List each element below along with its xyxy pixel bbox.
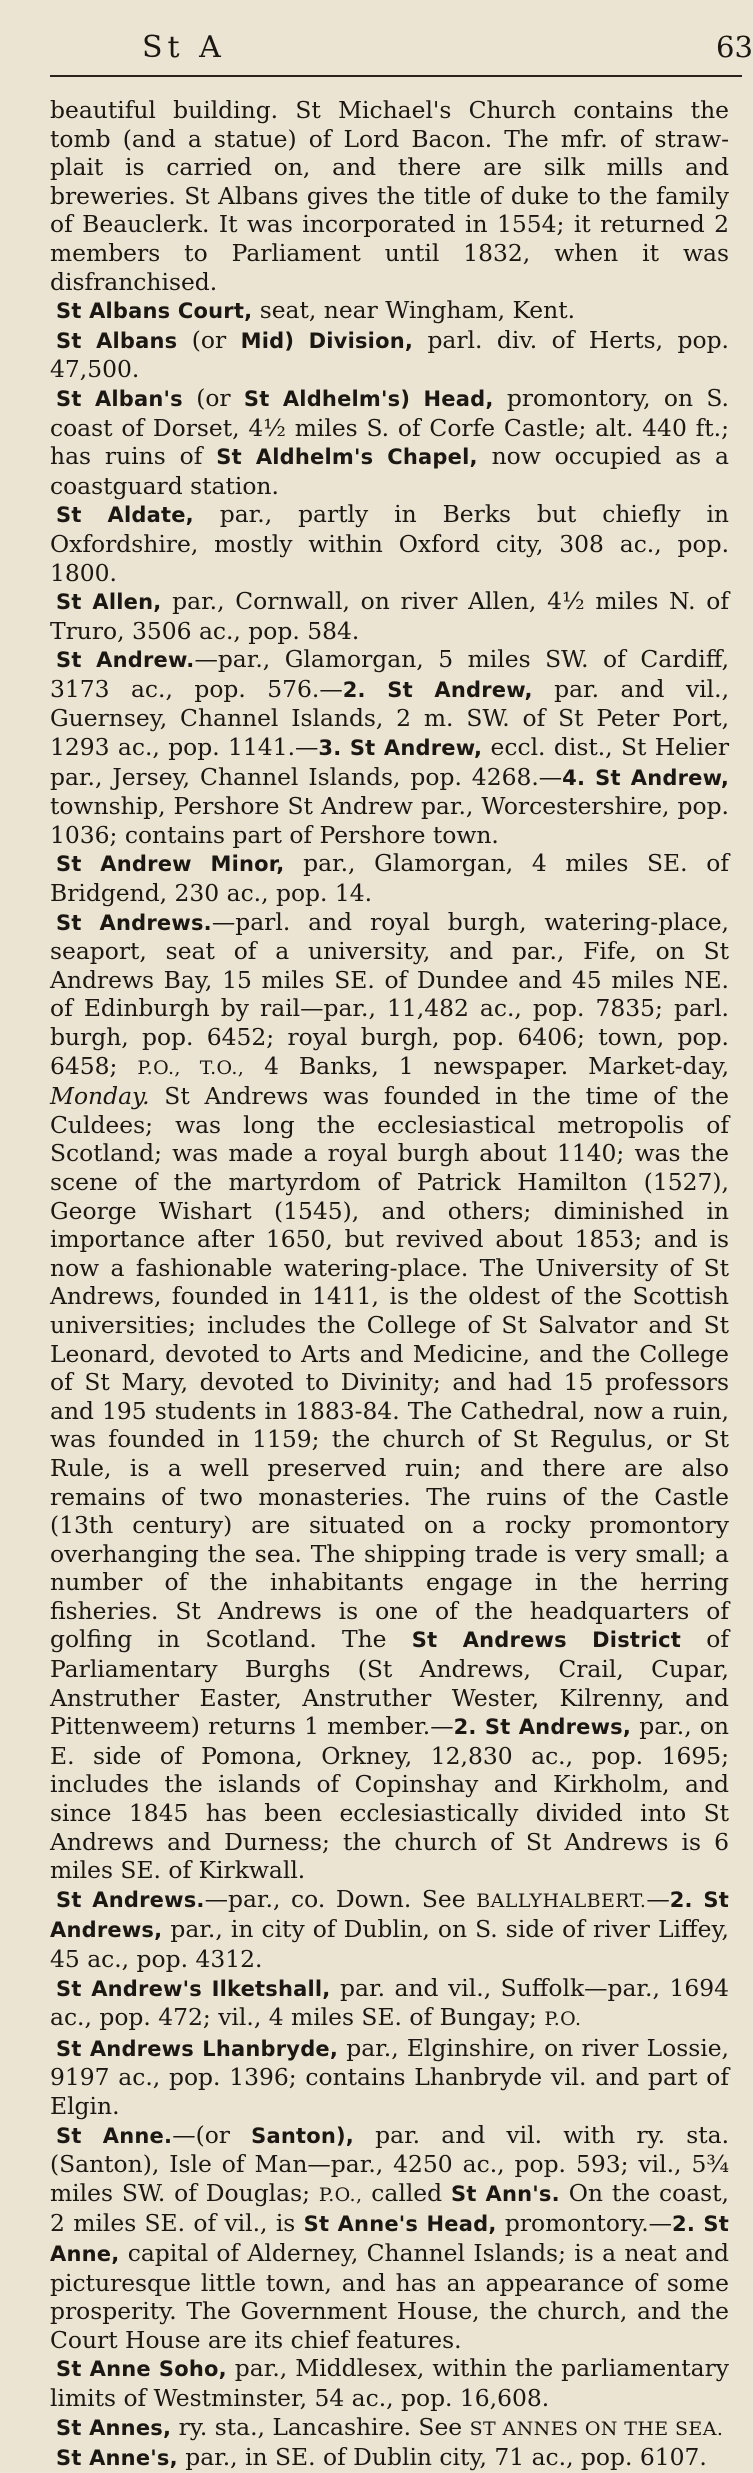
entry-text: now occupied as a coastguard station.: [50, 442, 730, 500]
small-caps-text: P.O., T.O.,: [137, 1056, 245, 1079]
headword: St Anne's Head,: [303, 2212, 497, 2237]
gazetteer-entry: [50, 849, 729, 907]
entry-text: called: [362, 2178, 452, 2207]
gazetteer-entry: [50, 1885, 729, 1974]
gazetteer-entry: [50, 2354, 729, 2412]
headword: St Anne.: [56, 2123, 173, 2148]
headword: St Aldate,: [56, 503, 194, 528]
entry-text: promontory.—: [496, 2209, 673, 2238]
headword: St Andrews District: [411, 1628, 681, 1653]
gazetteer-entry: [50, 2121, 729, 2355]
entry-text: parl. div. of Herts, pop. 47,500.: [50, 325, 729, 384]
running-head: St A: [142, 30, 226, 65]
entry-text: par., Glamorgan, 4 miles SE. of Bridgend, 230 ac., pop. 14.: [50, 849, 729, 908]
headword: 4. St Andrew,: [562, 765, 730, 790]
headword: St Annes,: [56, 2415, 172, 2440]
gazetteer-entry: [50, 1974, 729, 2034]
entry-text: par., Elginshire, on river Lossie, 9197 ac., pop. 1396; contains Lhanbryde vil. and part of Elgin.: [50, 2033, 729, 2120]
headword: Santon),: [251, 2123, 354, 2148]
gazetteer-entry: [50, 500, 729, 587]
headword: Mid) Division,: [240, 328, 414, 353]
entry-text: par. and vil., Guernsey, Channel Islands, 2 m. SW. of St Peter Port, 1293 ac., pop. 1141.—: [50, 674, 729, 762]
gazetteer-entry: [50, 908, 729, 1885]
small-caps-text: P.O.,: [318, 2183, 363, 2206]
entry-text: eccl. dist., St Helier par., Jersey, Channel Islands, pop. 4268.—: [50, 733, 729, 791]
headword: 3. St Andrew,: [318, 736, 483, 761]
gazetteer-entry: [50, 326, 729, 384]
gazetteer-entry: [50, 645, 729, 849]
entry-text: par., in city of Dublin, on S. side of river Liffey, 45 ac., pop. 4312.: [50, 1915, 729, 1973]
entry-text: par. and vil. with ry. sta. (Santon), Isle of Man—par., 4250 ac., pop. 593; vil., 5¾ miles SW. of Douglas;: [50, 2120, 729, 2207]
entry-text: par., on E. side of Pomona, Orkney, 12,830 ac., pop. 1695; includes the islands of Copinshay and Kirkholm, and since 1845 has been ecclesiastically divided into St Andrews and Durness; the church of St Andrews is 6 miles SE. of Kirkwall.: [50, 1712, 729, 1885]
entry-text: of Parliamentary Burghs (St Andrews, Crail, Cupar, Anstruther Easter, Anstruther Wester, Kilrenny, and Pittenweem) returns 1 member.—: [50, 1625, 729, 1741]
headword: St Aldhelm's Chapel,: [216, 445, 478, 470]
entry-text: par., Middlesex, within the parliamentary limits of Westminster, 54 ac., pop. 16,608.: [50, 2354, 730, 2412]
headword: St Andrew's Ilketshall,: [56, 1976, 331, 2001]
headword: 2. St Anne,: [50, 2212, 729, 2266]
entry-text: par., in SE. of Dublin city, 71 ac., pop. 6107.: [177, 2443, 707, 2472]
page-header: [0, 0, 753, 78]
header-rule: [50, 75, 742, 77]
entry-text: capital of Alderney, Channel Islands; is a neat and picturesque little town, and has an appearance of some prosperity. The Government House, the church, and the Court House are its chief features.: [50, 2238, 729, 2354]
headword: 2. St Andrews,: [453, 1715, 632, 1740]
entry-text: On the coast, 2 miles SE. of vil., is: [50, 2178, 729, 2238]
headword: St Anne's,: [56, 2446, 178, 2471]
italic-text: Monday.: [50, 1082, 150, 1111]
entry-text: —(or: [172, 2120, 252, 2149]
entry-text: par., partly in Berks but chiefly in Oxfordshire, mostly within Oxford city, 308 ac., pop. 1800.: [50, 500, 729, 587]
page-number: 63: [716, 30, 753, 64]
entry-text: township, Pershore St Andrew par., Worcestershire, pop. 1036; contains part of Pershore town.: [50, 792, 729, 849]
headword: St Andrews.: [56, 1887, 205, 1912]
entry-text: —: [646, 1884, 670, 1913]
gazetteer-entry: [50, 96, 729, 296]
headword: St Andrew.: [56, 648, 195, 673]
entry-text: par. and vil., Suffolk—par., 1694 ac., pop. 472; vil., 4 miles SE. of Bungay;: [50, 1973, 729, 2032]
headword: St Andrew Minor,: [56, 852, 285, 877]
small-caps-text: ST ANNES ON THE SEA.: [469, 2417, 724, 2440]
headword: 2. St Andrews,: [50, 1887, 729, 1943]
headword: St Albans: [56, 328, 178, 353]
gazetteer-entry: [50, 384, 729, 500]
entry-text: (or: [177, 325, 241, 354]
entry-text: —par., co. Down. See: [204, 1884, 477, 1913]
headword: St Andrews.: [56, 910, 212, 935]
gazetteer-entry: [50, 2034, 729, 2121]
entries-column: [50, 96, 729, 2473]
gazetteer-entry: [50, 2443, 729, 2473]
entry-text: promontory, on S. coast of Dorset, 4½ miles S. of Corfe Castle; alt. 440 ft.; has ruins of: [50, 383, 729, 471]
entry-text: —parl. and royal burgh, watering-place, seaport, seat of a university, and par., Fife, on St Andrews Bay, 15 miles SE. of Dundee and 45 miles NE. of Edinburgh by rail—par., 11,482 ac., pop. 7835; parl. burgh, pop. 6452; royal burgh, pop. 6406; town, pop. 6458;: [50, 907, 729, 1080]
entry-text: —par., Glamorgan, 5 miles SW. of Cardiff, 3173 ac., pop. 576.—: [50, 645, 730, 703]
headword: St Aldhelm's) Head,: [243, 386, 494, 411]
headword: St Ann's.: [451, 2181, 560, 2206]
headword: St Anne Soho,: [56, 2357, 227, 2382]
headword: St Andrews Lhanbryde,: [56, 2036, 339, 2061]
entry-text: 4 Banks, 1 newspaper. Market-day,: [244, 1051, 730, 1080]
entry-text: ry. sta., Lancashire. See: [171, 2412, 470, 2441]
entry-text: par., Cornwall, on river Allen, 4½ miles N. of Truro, 3506 ac., pop. 584.: [50, 587, 729, 645]
entry-text: (or: [182, 383, 244, 412]
entry-text: seat, near Wingham, Kent.: [252, 296, 576, 325]
small-caps-text: BALLYHALBERT.: [476, 1889, 647, 1912]
headword: 2. St Andrew,: [342, 677, 533, 702]
gazetteer-entry: [50, 587, 729, 645]
entry-text: beautiful building. St Michael's Church contains the tomb (and a statue) of Lord Bacon. The mfr. of straw-plait is carried on, and there are silk mills and breweries. St Albans gives the title of duke to the family of Beauclerk. It was incorporated in 1554; it returned 2 members to Parliament until 1832, when it was disfranchised.: [50, 96, 729, 296]
gazetteer-entry: [50, 296, 729, 326]
headword: St Albans Court,: [56, 299, 253, 324]
headword: St Alban's: [56, 386, 183, 411]
gazetteer-entry: [50, 2413, 729, 2444]
entry-text: St Andrews was founded in the time of the Culdees; was long the ecclesiastical metropolis of Scotland; was made a royal burgh about 1140; was the scene of the martyrdom of Patrick Hamilton (1527), George Wishart (1545), and others; diminished in importance after 1650, but revived about 1853; and is now a fashionable watering-place. The University of St Andrews, founded in 1411, is the oldest of the Scottish universities; includes the College of St Salvator and St Leonard, devoted to Arts and Medicine, and the College of St Mary, devoted to Divinity; and had 15 professors and 195 students in 1883-84. The Cathedral, now a ruin, was founded in 1159; the church of St Regulus, or St Rule, is a well preserved ruin; and there are also remains of two monasteries. The ruins of the Castle (13th century) are situated on a rocky promontory overhanging the sea. The shipping trade is very small; a number of the inhabitants engage in the herring fisheries. St Andrews is one of the headquarters of golfing in Scotland. The: [50, 1082, 729, 1654]
headword: St Allen,: [56, 590, 162, 615]
small-caps-text: P.O.: [544, 2008, 582, 2031]
